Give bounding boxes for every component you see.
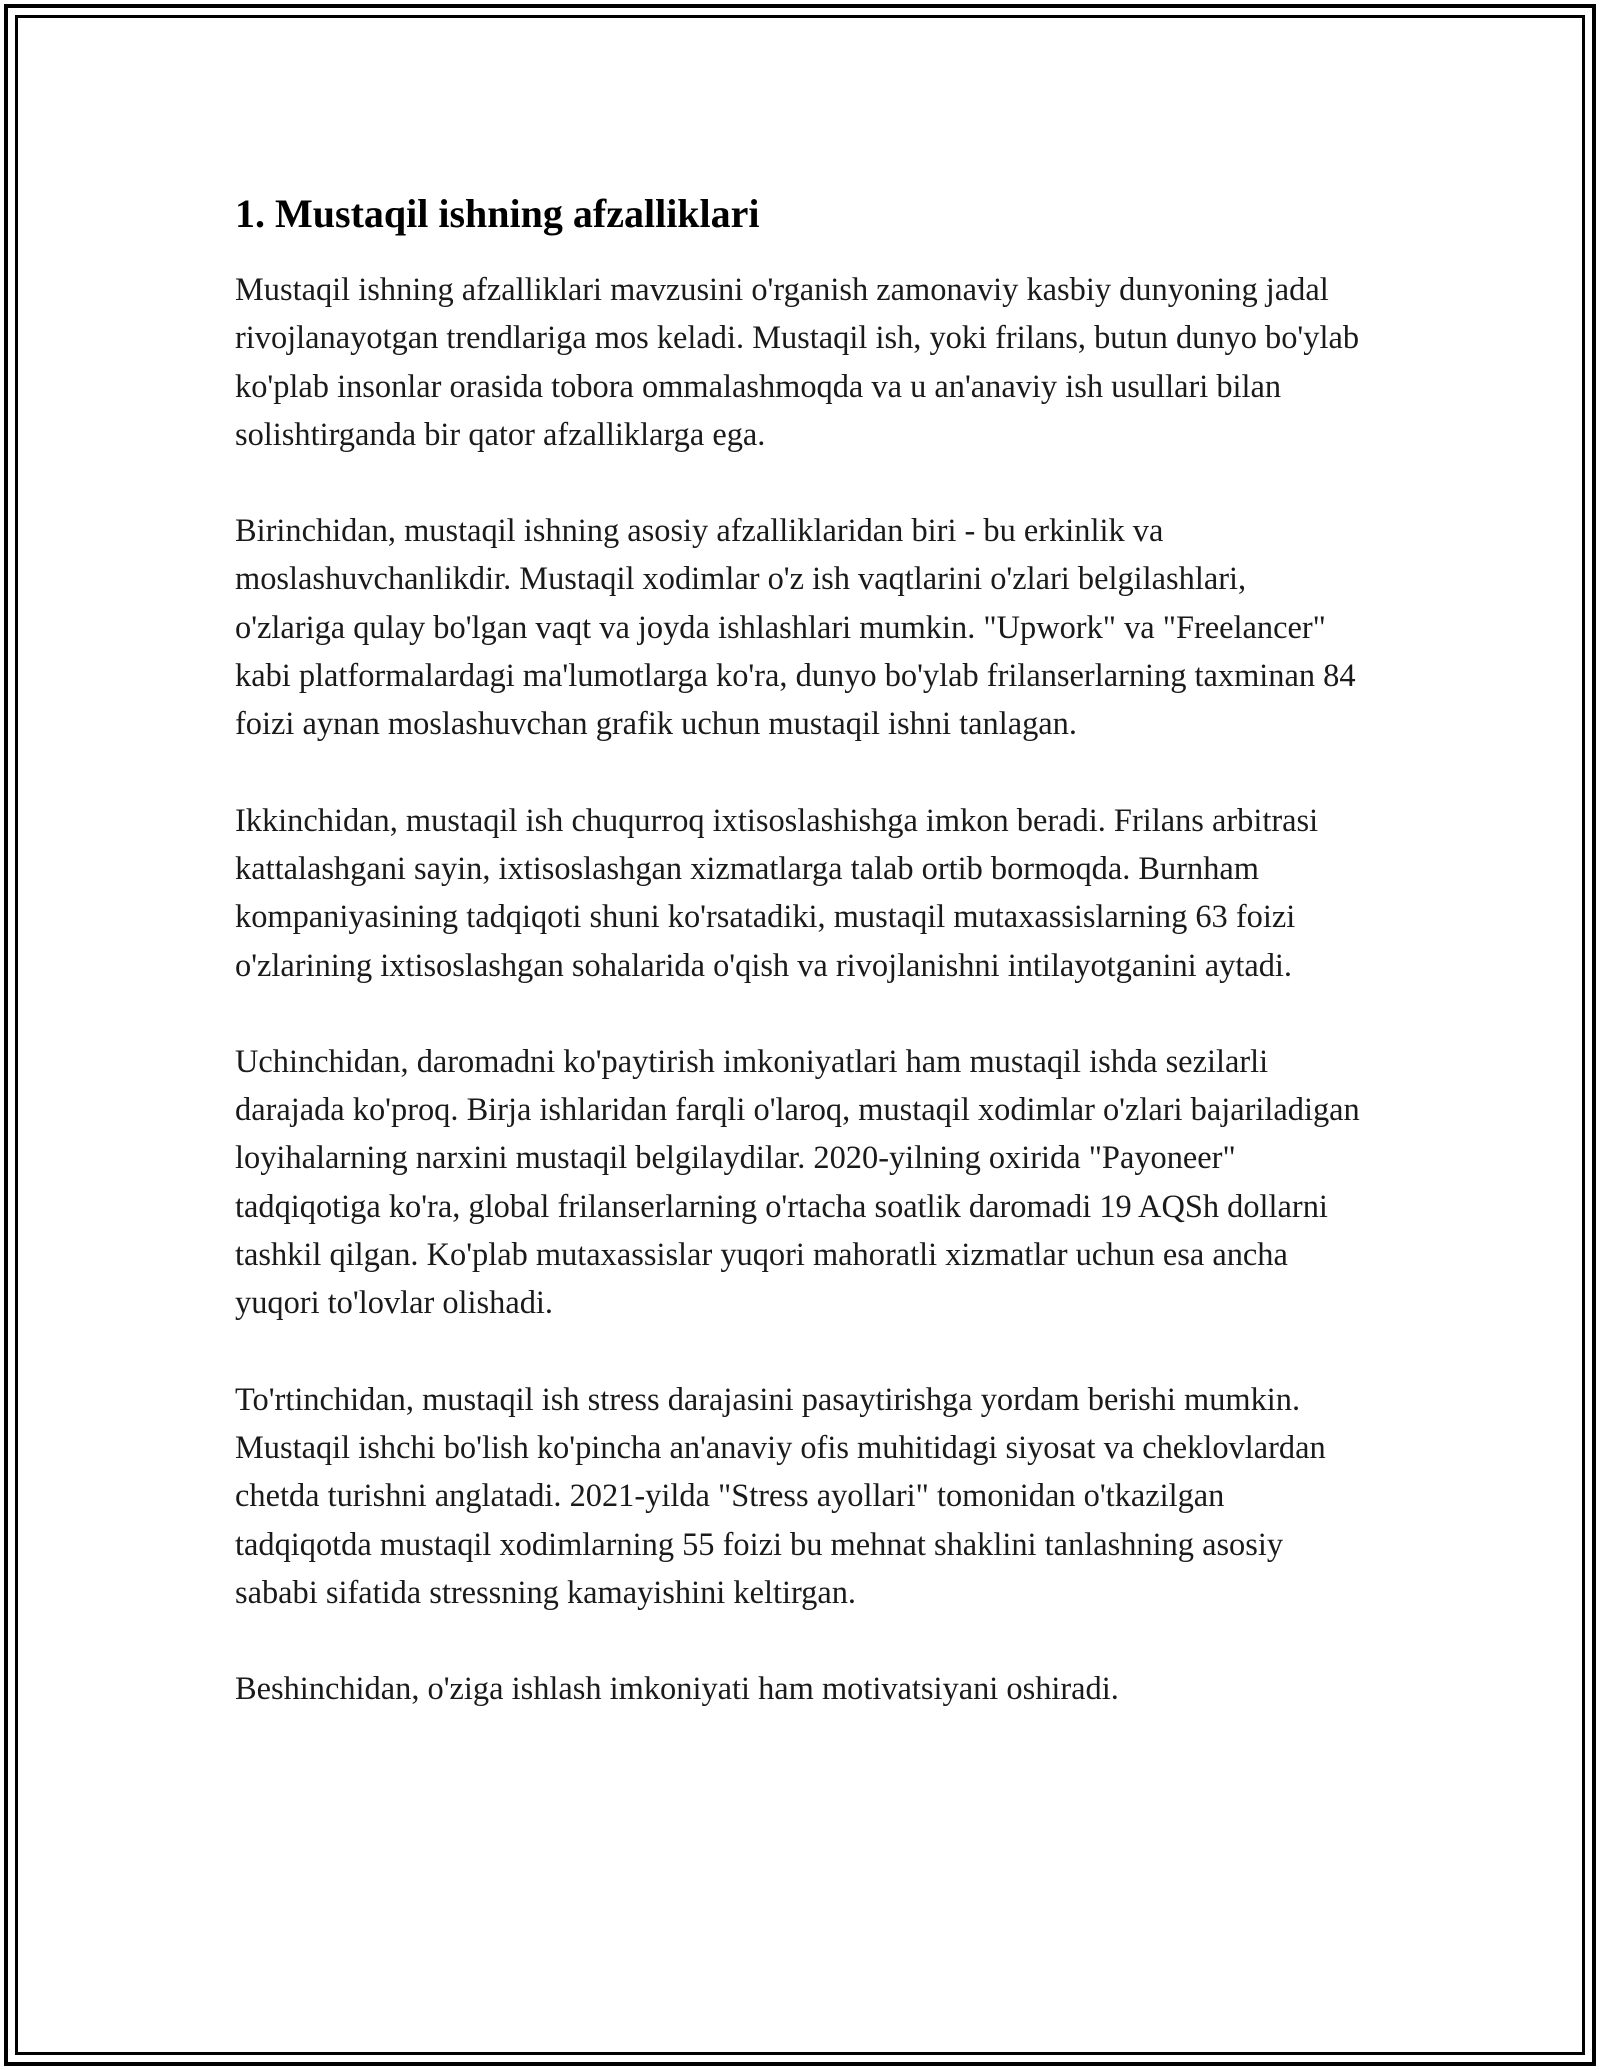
paragraph-fifth-advantage: Beshinchidan, o'ziga ishlash imkoniyati ham motivatsiyani oshiradi. <box>235 1671 1119 1708</box>
paragraph-intro: Mustaqil ishning afzalliklari mavzusini o'rganish zamonaviy kasbiy dunyoning jadal rivojlanayotgan trendlariga mos keladi. Mustaqil ish, yoki frilans, butun dunyo bo'ylab ko'plab insonlar orasida tobora ommalashmoqda va u an'anaviy ish usullari bilan solishtirganda bir qator afzalliklarga ega. <box>235 272 1360 453</box>
paragraph-fourth-advantage: To'rtinchidan, mustaqil ish stress darajasini pasaytirishga yordam berishi mumkin. Mustaqil ishchi bo'lish ko'pincha an'anaviy ofis muhitidagi siyosat va cheklovlardan chetda turishni anglatadi. 2021-yilda "Stress ayollari" tomonidan o'tkazilgan tadqiqotda mustaqil xodimlarning 55 foizi bu mehnat shaklini tanlashning asosiy sababi sifatida stressning kamayishini keltirgan. <box>235 1381 1326 1611</box>
section-heading: 1. Mustaqil ishning afzalliklari <box>235 191 760 236</box>
paragraph-second-advantage: Ikkinchidan, mustaqil ish chuqurroq ixtisoslashishga imkon beradi. Frilans arbitrasi kattalashgani sayin, ixtisoslashgan xizmatlarga talab ortib bormoqda. Burnham kompaniyasining tadqiqoti shuni ko'rsatadiki, mustaqil mutaxassislarning 63 foizi o'zlarining ixtisoslashgan sohalarida o'qish va rivojlanishni intilayotganini aytadi. <box>235 802 1319 984</box>
paragraph-third-advantage: Uchinchidan, daromadni ko'paytirish imkoniyatlari ham mustaqil ishda sezilarli darajada ko'proq. Birja ishlaridan farqli o'laroq, mustaqil xodimlar o'zlari bajariladigan loyihalarning narxini mustaqil belgilaydilar. 2020-yilning oxirida "Payoneer" tadqiqotiga ko'ra, global frilanserlarning o'rtacha soatlik daromadi 19 AQSh dollarni tashkil qilgan. Ko'plab mutaxassislar yuqori mahoratli xizmatlar uchun esa ancha yuqori to'lovlar olishadi. <box>235 1043 1360 1322</box>
document-body <box>235 188 1360 1761</box>
paragraph-first-advantage: Birinchidan, mustaqil ishning asosiy afzalliklaridan biri - bu erkinlik va moslashuvchanlikdir. Mustaqil xodimlar o'z ish vaqtlarini o'zlari belgilashlari, o'zlariga qulay bo'lgan vaqt va joyda ishlashlari mumkin. "Upwork" va "Freelancer" kabi platformalardagi ma'lumotlarga ko'ra, dunyo bo'ylab frilanserlarning taxminan 84 foizi aynan moslashuvchan grafik uchun mustaqil ishni tanlagan. <box>235 513 1356 743</box>
